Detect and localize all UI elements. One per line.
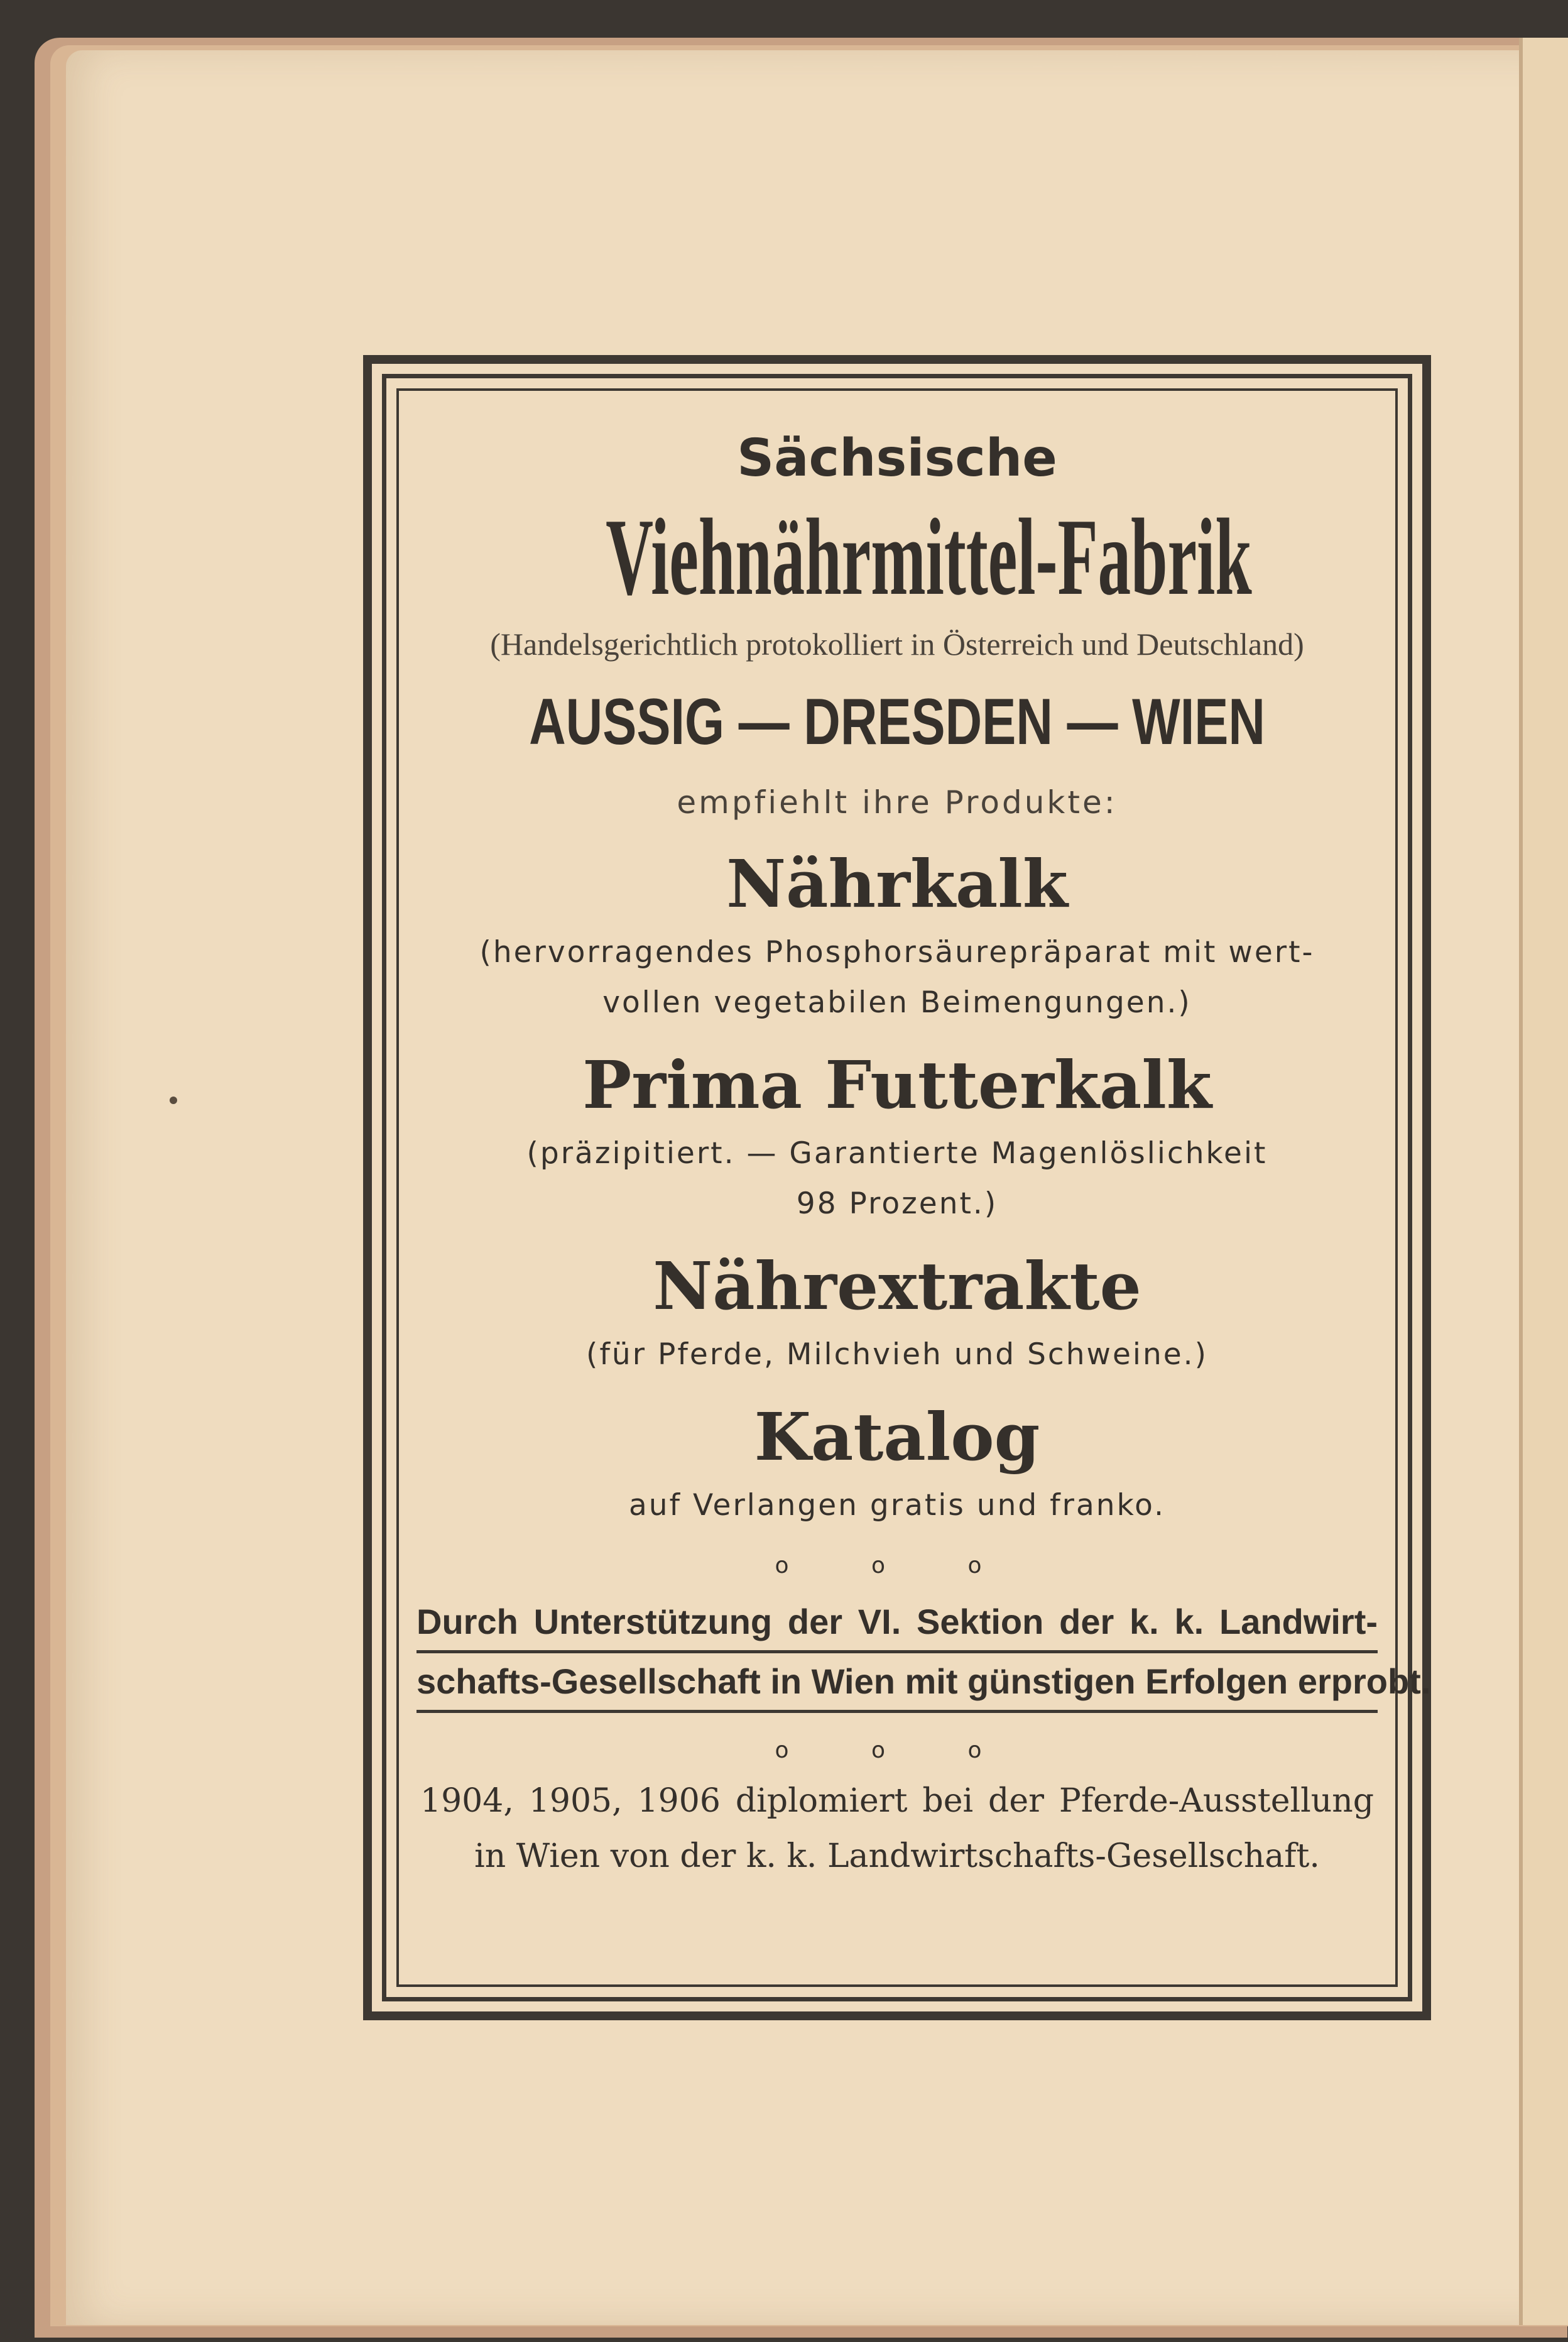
next-page-edge [1519, 38, 1568, 2325]
product-description: auf Verlangen gratis und franko. [628, 1488, 1166, 1523]
company-name: Viehnährmittel-Fabrik [606, 496, 1252, 618]
separator-circles: o o o [775, 1553, 1020, 1579]
advertisement-frame [363, 355, 1431, 2020]
product-naehrextrakte: Nährextrakte [653, 1247, 1141, 1325]
product-naehrkalk: Nährkalk [726, 845, 1068, 922]
support-line: schafts-Gesellschaft in Wien mit günstigen Erfolgen erprobt. [416, 1653, 1378, 1713]
product-description: (präzipitiert. — Garantierte Magenlöslichkeit [526, 1136, 1268, 1171]
product-katalog: Katalog [754, 1398, 1040, 1475]
product-prima-futterkalk: Prima Futterkalk [582, 1046, 1212, 1124]
product-description: 98 Prozent.) [796, 1186, 998, 1221]
product-description: vollen vegetabilen Beimengungen.) [602, 985, 1192, 1020]
registration-note: (Handelsgerichtlich protokolliert in Österreich und Deutschland) [490, 627, 1304, 662]
product-description: (hervorragendes Phosphorsäurepräparat mit wert- [479, 935, 1315, 970]
diploma-line: 1904, 1905, 1906 diplomiert bei der Pferde-Ausstellung [420, 1782, 1374, 1820]
cities: AUSSIG — DRESDEN — WIEN [529, 686, 1265, 758]
paper-speck [170, 1097, 177, 1104]
diploma-line: in Wien von der k. k. Landwirtschafts-Gesellschaft. [474, 1837, 1320, 1875]
advertisement-content [396, 388, 1431, 1987]
support-line: Durch Unterstützung der VI. Sektion der k. k. Landwirt- [416, 1594, 1378, 1653]
frame-middle-rule [382, 374, 1431, 2001]
intro-text: empfiehlt ihre Produkte: [677, 784, 1118, 821]
separator-circles: o o o [775, 1737, 1020, 1763]
product-description: (für Pferde, Milchvieh und Schweine.) [586, 1337, 1208, 1372]
heading-saechsische: Sächsische [737, 429, 1057, 488]
